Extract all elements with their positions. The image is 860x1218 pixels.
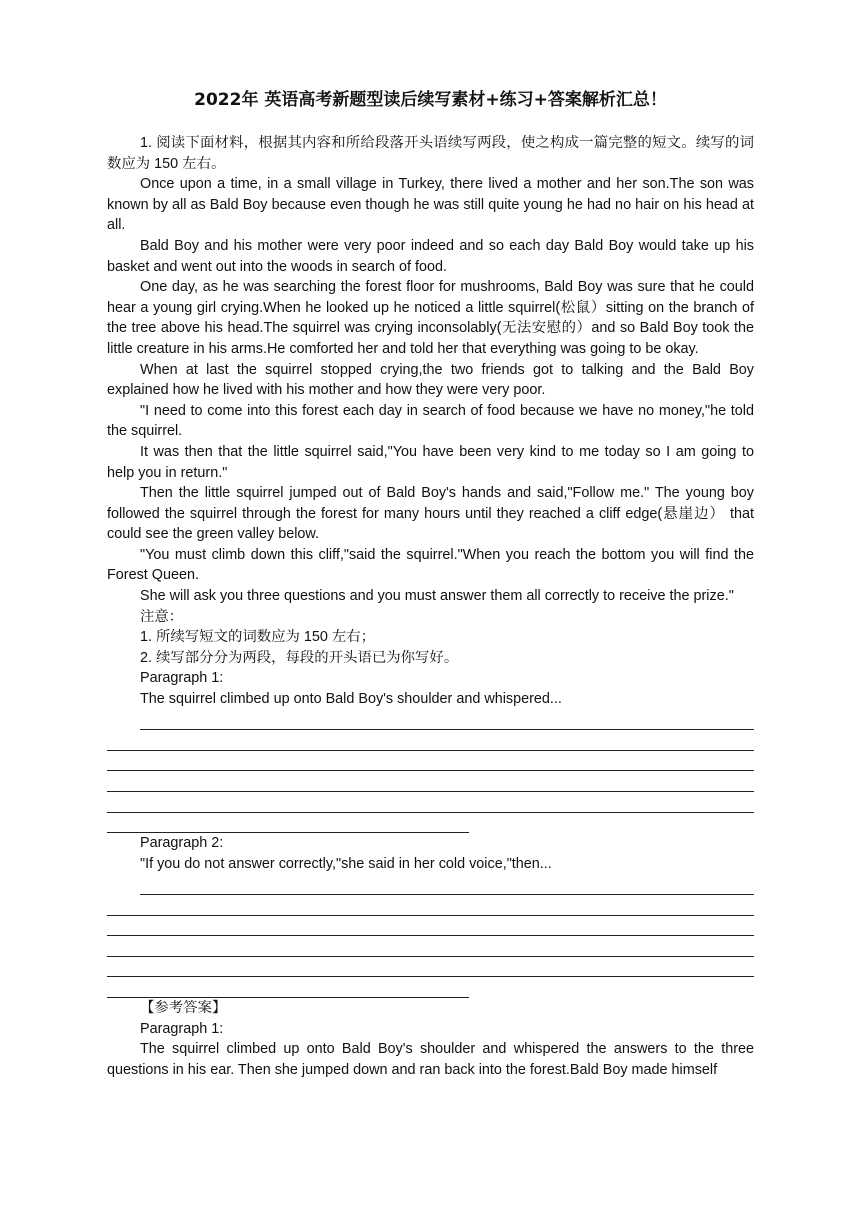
story-paragraph: When at last the squirrel stopped crying,the two friends got to talking and the Bald Boy explained how he lived with his mother and how they were very poor. [107,361,754,399]
story-paragraph: Bald Boy and his mother were very poor indeed and so each day Bald Boy would take up his basket and went out into the woods in search of food. [107,237,754,275]
writing-line [140,874,754,895]
writing-area-paragraph2[interactable] [107,874,754,998]
writing-line [107,771,754,792]
writing-line [107,936,754,957]
story-paragraph: Then the little squirrel jumped out of Bald Boy's hands and said,"Follow me." The young boy followed the squirrel through the forest for many hours until they reached a cliff edge(悬崖边） that could see the green valley below. [107,485,754,543]
writing-line [107,895,754,916]
paragraph1-label: Paragraph 1: [140,670,224,687]
writing-line [107,916,754,937]
note-item: 2. 续写部分分为两段，每段的开头语已为你写好。 [140,649,459,666]
writing-line [107,813,469,834]
story-paragraph: "I need to come into this forest each day in search of food because we have no money,"he told the squirrel. [107,402,754,440]
task-instruction: 1. 阅读下面材料，根据其内容和所给段落开头语续写两段，使之构成一篇完整的短文。续写的词数应为 150 左右。 [107,135,754,172]
document-title: 2022年 英语高考新题型读后续写素材+练习+答案解析汇总！ [194,90,667,110]
paragraph2-label: Paragraph 2: [140,835,224,852]
writing-line [107,957,754,978]
story-paragraph: One day, as he was searching the forest floor for mushrooms, Bald Boy was sure that he could hear a young girl crying.When he looked up he noticed a little squirrel(松鼠）sitting on the branch of the tree above his head.The squirrel was crying inconsolably(无法安慰的）and so Bald Boy took the little creature in his arms.He comforted her and told her that everything was going to be okay. [107,279,754,357]
paragraph2-opening: "If you do not answer correctly,"she said in her cold voice,"then... [140,855,552,872]
story-paragraph: It was then that the little squirrel said,"You have been very kind to me today so I am going to help you in return." [107,443,754,481]
story-paragraph: "You must climb down this cliff,"said the squirrel."When you reach the bottom you will find the Forest Queen. [107,546,754,584]
writing-line [107,730,754,751]
answer-heading: 【参考答案】 [140,999,227,1016]
document-body [107,133,754,1080]
story-paragraph: Once upon a time, in a small village in Turkey, there lived a mother and her son.The son was known by all as Bald Boy because even though he was still quite young he had no hair on his head at all. [107,176,754,234]
writing-line [107,751,754,772]
story-paragraph: She will ask you three questions and you must answer them all correctly to receive the prize." [140,588,734,605]
writing-area-paragraph1[interactable] [107,710,754,834]
note-item: 1. 所续写短文的词数应为 150 左右； [140,629,376,646]
paragraph1-opening: The squirrel climbed up onto Bald Boy's shoulder and whispered... [140,691,562,708]
writing-line [107,792,754,813]
answer-paragraph1-text: The squirrel climbed up onto Bald Boy's shoulder and whispered the answers to the three questions in his ear. Then she jumped down and ran back into the forest.Bald Boy made himself [107,1041,754,1078]
writing-line [107,977,469,998]
answer-paragraph1-label: Paragraph 1: [140,1020,224,1037]
notes-heading: 注意： [140,608,184,625]
writing-line [140,710,754,731]
